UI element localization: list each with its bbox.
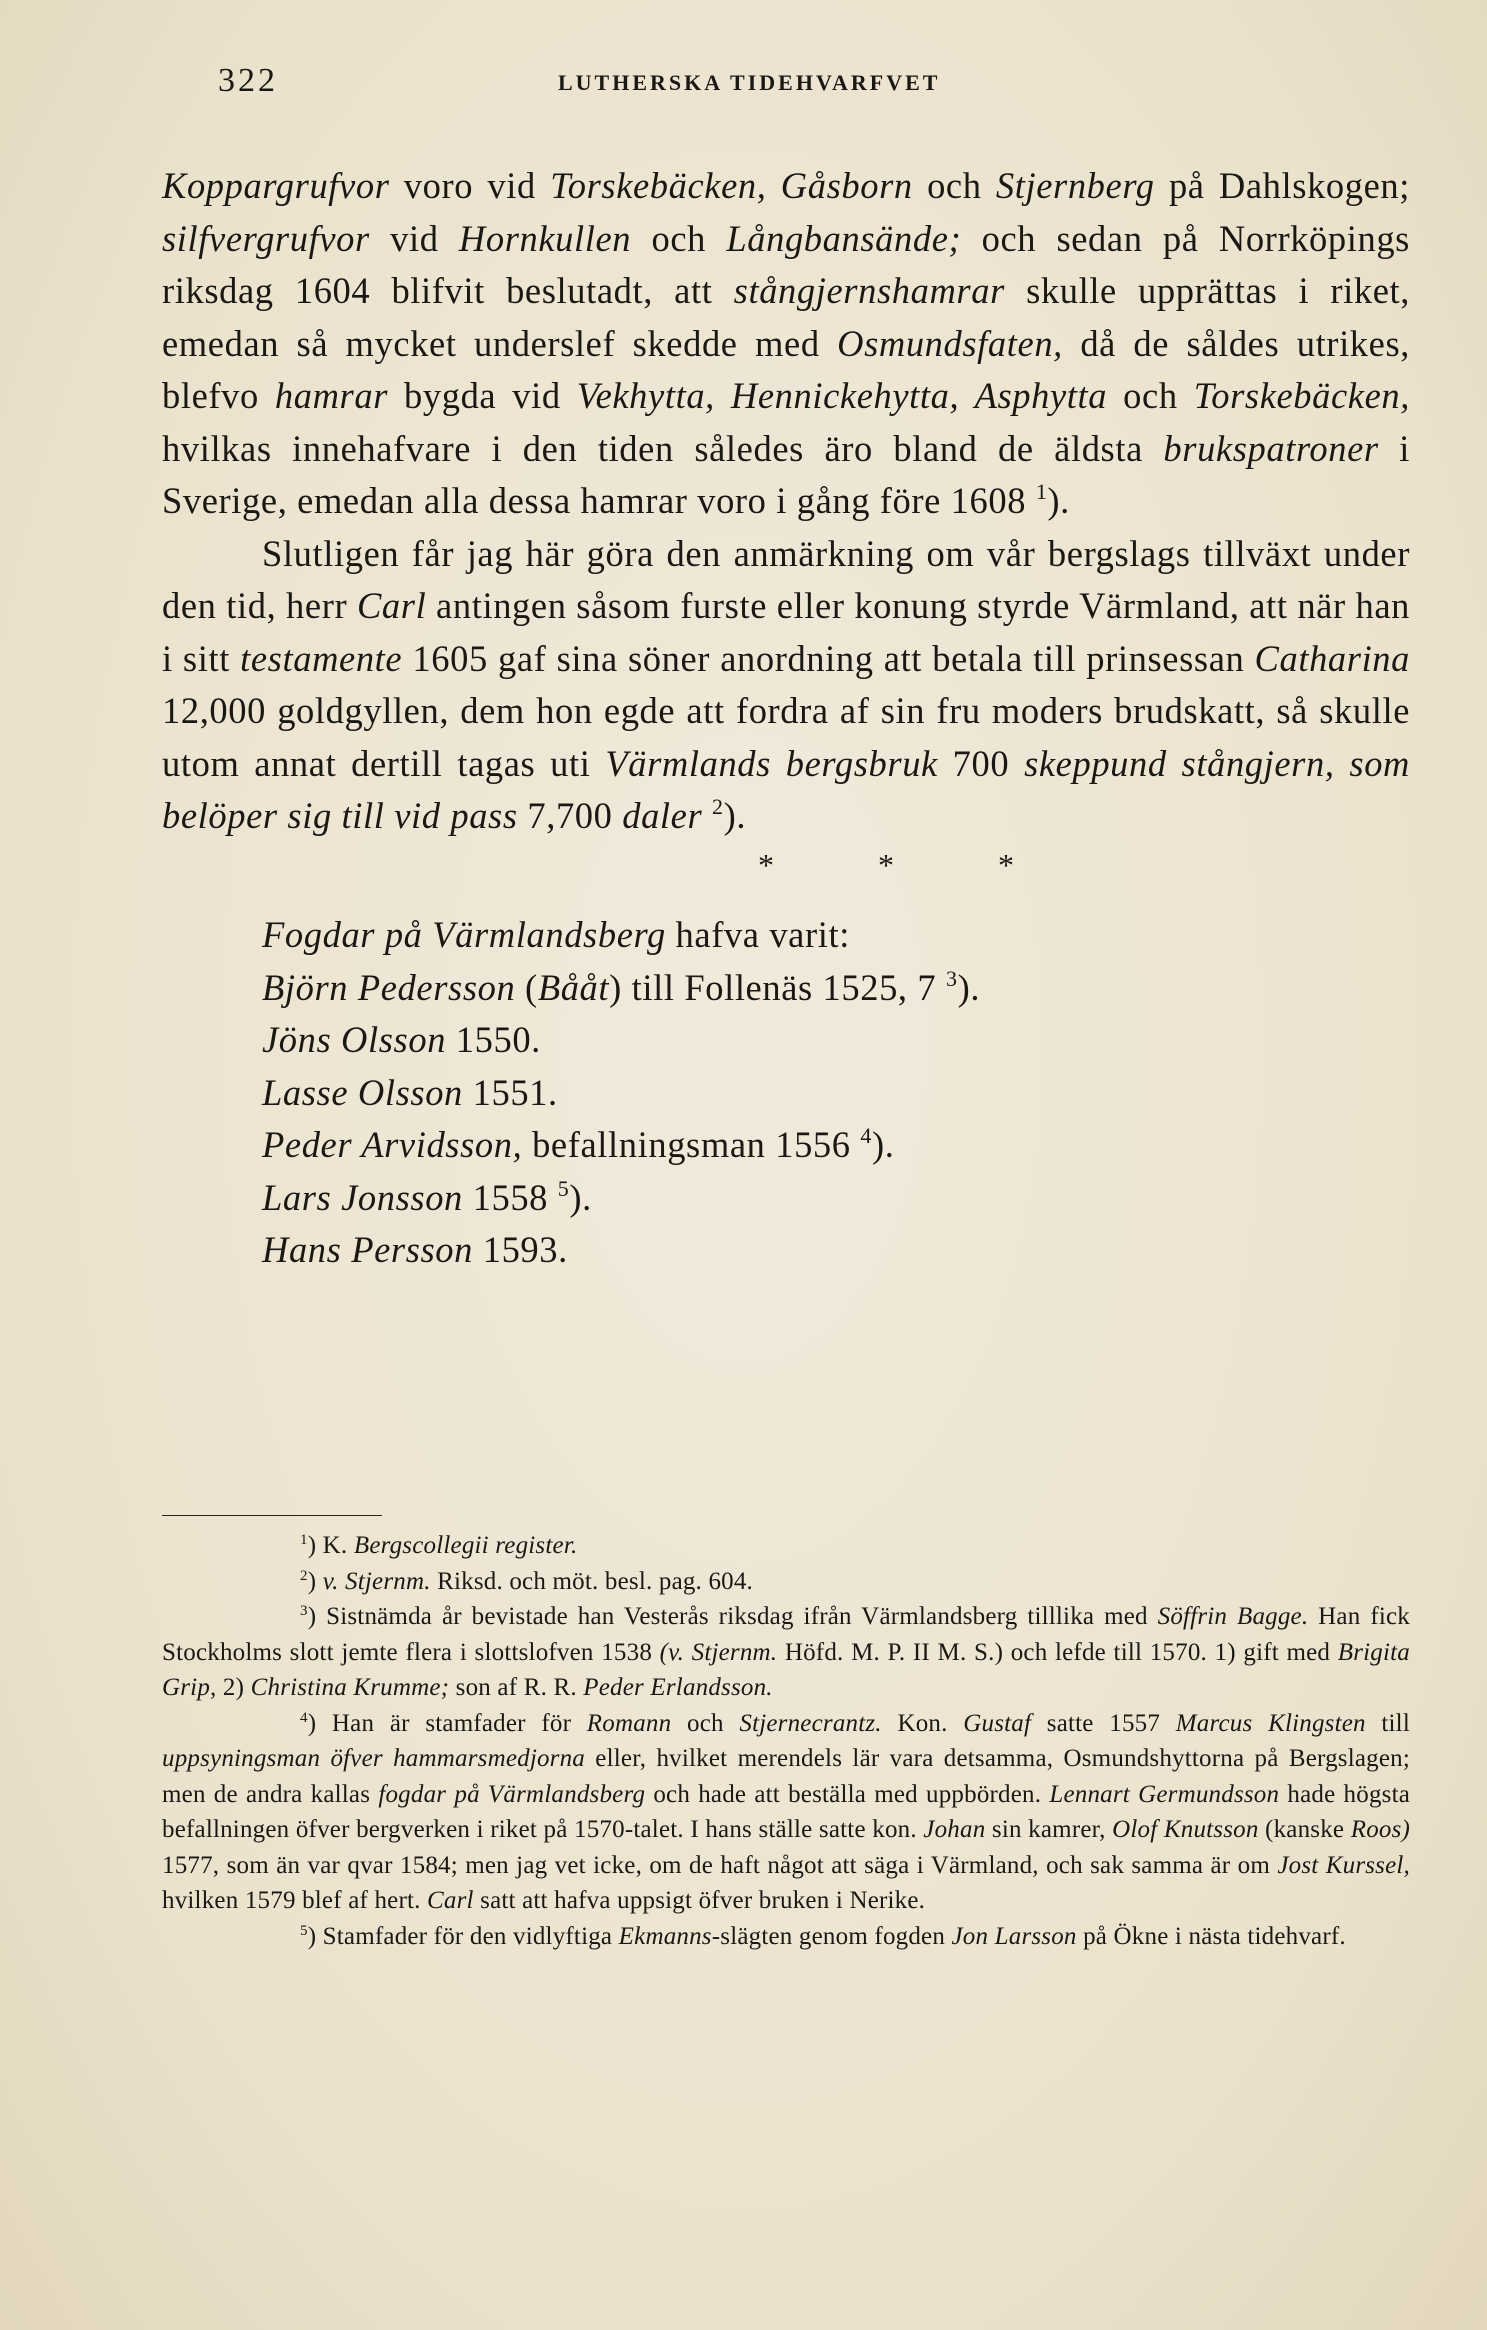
text-run: skulle upprättas i riket, emedan så mycket underslef skedde med xyxy=(162,270,1411,364)
italic-term: v. Stjernm. xyxy=(322,1567,431,1595)
list-item xyxy=(262,1119,1410,1172)
italic-term: daler xyxy=(622,795,703,836)
list-item xyxy=(262,1172,1410,1225)
list-item xyxy=(262,1067,1410,1120)
italic-term: Ekmanns xyxy=(618,1922,712,1950)
italic-term: Gustaf xyxy=(963,1709,1032,1737)
text-run: ) K. xyxy=(307,1532,354,1559)
footnote-mark: 3 xyxy=(300,1603,308,1619)
text-run: Höfd. M. P. II M. S.) och lefde till 1570. 1) gift med xyxy=(777,1638,1338,1666)
italic-term: silfvergrufvor xyxy=(162,217,370,259)
person-alias: Bååt xyxy=(537,966,610,1008)
text-run: och sedan på Norrköpings riksdag 1604 blifvit beslutadt, att xyxy=(162,217,1410,311)
text-run: ) xyxy=(307,1567,323,1595)
text-run: ) Stamfader för den vidlyftiga xyxy=(307,1922,619,1950)
italic-term: Värmlands bergsbruk xyxy=(605,742,938,784)
text-run: och hade att beställa med uppbörden. xyxy=(645,1780,1050,1808)
list-intro xyxy=(162,909,1410,962)
list-item xyxy=(262,1014,1410,1067)
footnote-5 xyxy=(162,1919,1410,1955)
text-run: och xyxy=(631,217,727,259)
text-run: i Sverige, emedan alla dessa hamrar voro i gång före 1608 xyxy=(162,427,1410,521)
italic-term: Brigita Grip, xyxy=(162,1638,1410,1701)
text-run: (kanske xyxy=(1258,1816,1351,1843)
bailiff-list xyxy=(262,962,1410,1277)
text-run: 1551. xyxy=(462,1071,558,1113)
list-item xyxy=(262,962,1410,1015)
text-run xyxy=(702,795,712,836)
person-name: Lasse Olsson xyxy=(262,1071,463,1113)
italic-term: Koppargrufvor xyxy=(162,165,390,206)
paragraph-2 xyxy=(162,528,1410,843)
italic-term: Fogdar på Värmlandsberg xyxy=(262,914,666,955)
text-run: antingen såsom furste eller konung styrde Värmland, att när han i sitt xyxy=(162,585,1410,679)
italic-term: Catharina xyxy=(1254,637,1411,679)
person-name: Jöns Olsson xyxy=(262,1019,447,1060)
footnote-mark: 1 xyxy=(300,1532,308,1548)
text-run: ) Sistnämda år bevistade han Vesterås riksdag ifrån Värmlandsberg tilllika med xyxy=(307,1603,1158,1630)
text-run: son af R. R. xyxy=(449,1674,584,1701)
italic-term: Långbansände; xyxy=(726,217,962,259)
italic-term: Marcus Klingsten xyxy=(1175,1709,1366,1737)
italic-term: skeppund stångjern, som belöper sig till vid pass xyxy=(162,742,1411,836)
italic-term: Stjernberg xyxy=(995,165,1155,206)
paragraph-1 xyxy=(162,160,1410,528)
footnote-ref-2[interactable]: 2 xyxy=(712,794,724,819)
footnote-mark: 2 xyxy=(300,1567,308,1584)
asterisk: * xyxy=(878,846,894,883)
italic-term: Torskebäcken, Gåsborn xyxy=(550,165,913,206)
main-text xyxy=(162,160,1410,1277)
italic-term: Carl xyxy=(356,585,427,626)
text-run: på Ökne i nästa tidehvarf. xyxy=(1076,1922,1346,1950)
text-run: sin kamrer, xyxy=(985,1816,1113,1843)
section-asterisks xyxy=(162,839,1410,892)
text-run: 7,700 xyxy=(517,795,623,836)
text-run: hvilkas innehafvare i den tiden således äro bland de äldsta xyxy=(162,427,1164,469)
text-run: Slutligen får jag här göra den anmärkning om vår bergslags tillväxt under den tid, herr xyxy=(162,532,1410,626)
text-run: 12,000 goldgyllen, dem hon egde att fordra af sin fru moders brudskatt, så skulle utom annat dertill tagas uti xyxy=(162,690,1410,784)
text-run: Riksd. och möt. besl. pag. 604. xyxy=(430,1567,754,1595)
italic-term: Vekhytta, Hennickehytta, Asphytta xyxy=(576,375,1108,416)
text-run: då de såldes utrikes, blefvo xyxy=(162,322,1410,416)
text-run: ). xyxy=(569,1176,592,1218)
footnote-ref-3[interactable]: 3 xyxy=(945,965,958,991)
italic-term: Johan xyxy=(923,1816,986,1843)
text-run: på Dahlskogen; xyxy=(1154,165,1411,206)
footnote-mark: 4 xyxy=(300,1709,308,1726)
italic-term: Osmundsfaten, xyxy=(837,322,1063,364)
text-run: hafva varit: xyxy=(665,914,850,955)
asterisk: * xyxy=(758,846,774,883)
page-number: 322 xyxy=(218,62,278,99)
italic-term: stångjernshamrar xyxy=(733,270,1005,311)
text-run: satte 1557 xyxy=(1031,1709,1176,1737)
italic-term: Jon Larsson xyxy=(951,1922,1077,1950)
asterisk: * xyxy=(998,846,1014,883)
text-run: ). xyxy=(871,1124,895,1165)
text-run: ) Han är stamfader för xyxy=(307,1709,587,1737)
text-run: 1558 xyxy=(462,1176,558,1218)
text-run: ). xyxy=(1047,480,1070,521)
italic-term: Carl xyxy=(427,1887,474,1914)
italic-term: Hornkullen xyxy=(458,217,632,259)
text-run: Han fick Stockholms slott jemte flera i slottslofven 1538 xyxy=(162,1603,1410,1666)
person-name: Lars Jonsson xyxy=(262,1176,463,1218)
text-run: och xyxy=(1107,375,1194,416)
italic-term: Söffrin Bagge. xyxy=(1157,1603,1309,1630)
page-header xyxy=(218,62,1218,106)
running-title: LUTHERSKA TIDEHVARFVET xyxy=(558,70,941,95)
text-run: hade högsta befallningen öfver bergverken i riket på 1570-talet. I hans ställe satte kon. xyxy=(162,1780,1411,1843)
footnote-ref-5[interactable]: 5 xyxy=(557,1175,570,1201)
italic-term: Romann xyxy=(586,1709,672,1737)
italic-term: Torskebäcken, xyxy=(1193,375,1410,416)
list-item xyxy=(262,1224,1410,1277)
text-run: satt att hafva uppsigt öfver bruken i Nerike. xyxy=(473,1887,926,1914)
text-run: ). xyxy=(957,966,981,1008)
italic-term: Christina Krumme; xyxy=(250,1674,450,1701)
text-run: 2) xyxy=(216,1674,251,1701)
footnote-mark: 5 xyxy=(300,1922,308,1939)
italic-term: fogdar på Värmlandsberg xyxy=(378,1780,646,1808)
footnote-ref-4[interactable]: 4 xyxy=(860,1123,872,1148)
footnote-3 xyxy=(162,1599,1410,1706)
text-run: ( xyxy=(515,966,538,1008)
italic-term: Bergscollegii register. xyxy=(353,1532,578,1559)
text-run: och xyxy=(671,1709,740,1737)
text-run: 1605 gaf sina söner anordning att betala till prinsessan xyxy=(402,637,1255,679)
text-run: voro vid xyxy=(389,165,551,206)
text-run: vid xyxy=(369,217,459,259)
italic-term: Roos) xyxy=(1350,1816,1411,1843)
text-run: 1550. xyxy=(446,1019,541,1060)
italic-term: Stjernecrantz. xyxy=(739,1709,882,1737)
person-name: Peder Arvidsson, xyxy=(262,1124,523,1165)
italic-term: testamente xyxy=(240,637,403,679)
text-run: bygda vid xyxy=(388,375,577,416)
text-run: Kon. xyxy=(881,1709,964,1737)
italic-term: Jost Kurssel, xyxy=(1277,1851,1411,1879)
person-name: Björn Pedersson xyxy=(262,966,516,1008)
text-run: till xyxy=(1365,1709,1410,1737)
italic-term: Olof Knutsson xyxy=(1112,1816,1259,1843)
text-run: ). xyxy=(723,795,747,836)
italic-term: brukspatroner xyxy=(1163,427,1379,469)
text-run: -slägten genom fogden xyxy=(711,1922,952,1950)
italic-term: Lennart Germundsson xyxy=(1049,1780,1280,1808)
italic-term: (v. Stjernm. xyxy=(659,1638,778,1666)
text-run: befallningsman 1556 xyxy=(522,1124,861,1165)
italic-term: hamrar xyxy=(274,375,388,416)
footnote-2 xyxy=(162,1564,1410,1600)
text-run: ) till Follenäs 1525, 7 xyxy=(609,966,946,1008)
footnote-4 xyxy=(162,1706,1410,1919)
person-name: Hans Persson xyxy=(262,1229,473,1270)
footnote-ref-1[interactable]: 1 xyxy=(1035,479,1048,504)
text-run: och xyxy=(912,165,996,206)
text-run: 700 xyxy=(937,742,1025,784)
text-run: 1577, som än var qvar 1584; men jag vet icke, om de haft något att säga i Värmland, och sak samma är om xyxy=(162,1851,1278,1879)
italic-term: uppsyningsman öfver hammarsmedjorna xyxy=(162,1745,586,1772)
text-run: 1593. xyxy=(473,1229,568,1270)
footnote-1 xyxy=(162,1528,1410,1564)
footnote-divider xyxy=(162,1515,382,1516)
footnotes xyxy=(162,1528,1410,1954)
italic-term: Peder Erlandsson. xyxy=(583,1674,773,1701)
text-run: hvilken 1579 blef af hert. xyxy=(162,1887,428,1914)
text-run: eller, hvilket merendels lär vara detsamma, Osmundshyttorna på Bergslagen; men de andra kallas xyxy=(162,1745,1410,1808)
